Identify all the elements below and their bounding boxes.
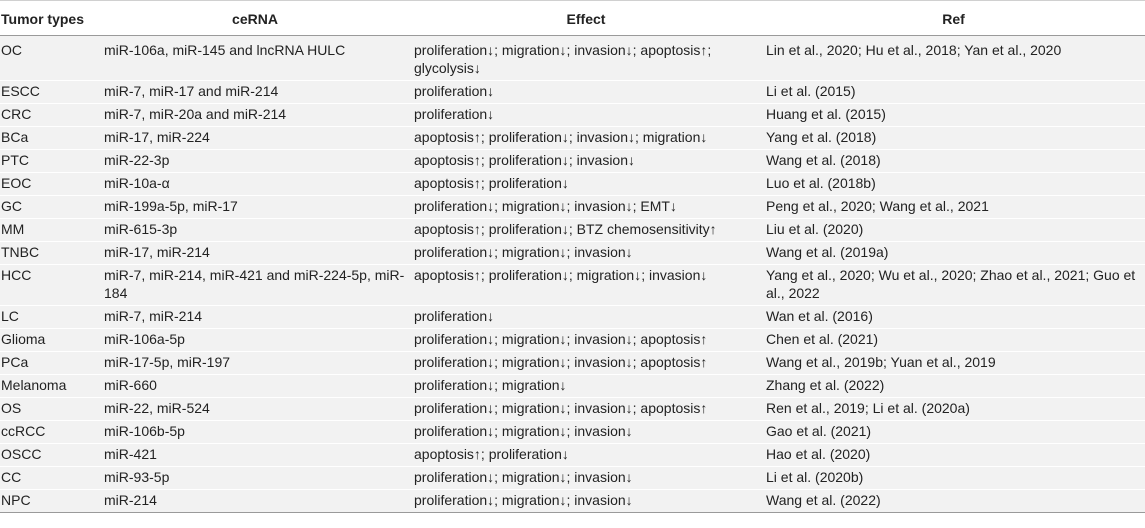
table-row bbox=[0, 490, 1145, 513]
cell-cerna: miR-7, miR-20a and miR-214 bbox=[100, 104, 410, 127]
cell-cerna: miR-660 bbox=[100, 375, 410, 398]
cell-effect: proliferation↓; migration↓; invasion↓; apoptosis↑ bbox=[410, 329, 762, 352]
cell-tumor-type: ESCC bbox=[0, 81, 100, 104]
cell-cerna: miR-17-5p, miR-197 bbox=[100, 352, 410, 375]
cell-cerna: miR-7, miR-17 and miR-214 bbox=[100, 81, 410, 104]
cell-ref: Wang et al. (2018) bbox=[762, 150, 1145, 173]
cell-effect: proliferation↓; migration↓; invasion↓; apoptosis↑ bbox=[410, 352, 762, 375]
cell-cerna: miR-106a-5p bbox=[100, 329, 410, 352]
cell-tumor-type: HCC bbox=[0, 265, 100, 306]
cell-cerna: miR-17, miR-214 bbox=[100, 242, 410, 265]
header-row bbox=[0, 1, 1145, 36]
table-row bbox=[0, 444, 1145, 467]
cell-tumor-type: OS bbox=[0, 398, 100, 421]
cell-ref: Ren et al., 2019; Li et al. (2020a) bbox=[762, 398, 1145, 421]
cell-cerna: miR-93-5p bbox=[100, 467, 410, 490]
cell-cerna: miR-106b-5p bbox=[100, 421, 410, 444]
cell-tumor-type: ccRCC bbox=[0, 421, 100, 444]
cell-tumor-type: PCa bbox=[0, 352, 100, 375]
cell-cerna: miR-7, miR-214 bbox=[100, 306, 410, 329]
cell-effect: apoptosis↑; proliferation↓ bbox=[410, 444, 762, 467]
cell-effect: proliferation↓; migration↓; invasion↓ bbox=[410, 490, 762, 513]
header-tumor-types: Tumor types bbox=[0, 1, 100, 36]
cell-effect: proliferation↓; migration↓; invasion↓ bbox=[410, 242, 762, 265]
cell-cerna: miR-214 bbox=[100, 490, 410, 513]
table-row bbox=[0, 81, 1145, 104]
table-row bbox=[0, 36, 1145, 81]
cell-ref: Zhang et al. (2022) bbox=[762, 375, 1145, 398]
cell-ref: Wan et al. (2016) bbox=[762, 306, 1145, 329]
table-row bbox=[0, 173, 1145, 196]
cell-tumor-type: MM bbox=[0, 219, 100, 242]
cell-ref: Yang et al., 2020; Wu et al., 2020; Zhao et al., 2021; Guo et al., 2022 bbox=[762, 265, 1145, 306]
cell-cerna: miR-17, miR-224 bbox=[100, 127, 410, 150]
cell-effect: proliferation↓; migration↓; invasion↓; apoptosis↑; glycolysis↓ bbox=[410, 36, 762, 81]
table-row bbox=[0, 398, 1145, 421]
table-row bbox=[0, 329, 1145, 352]
table-row bbox=[0, 352, 1145, 375]
cell-tumor-type: Melanoma bbox=[0, 375, 100, 398]
cell-effect: apoptosis↑; proliferation↓; invasion↓ bbox=[410, 150, 762, 173]
table-row bbox=[0, 375, 1145, 398]
cell-tumor-type: OC bbox=[0, 36, 100, 81]
cell-cerna: miR-106a, miR-145 and lncRNA HULC bbox=[100, 36, 410, 81]
table-row bbox=[0, 150, 1145, 173]
cell-cerna: miR-22, miR-524 bbox=[100, 398, 410, 421]
table-row bbox=[0, 306, 1145, 329]
table-row bbox=[0, 265, 1145, 306]
table-row bbox=[0, 104, 1145, 127]
cell-tumor-type: EOC bbox=[0, 173, 100, 196]
cell-effect: apoptosis↑; proliferation↓; migration↓; invasion↓ bbox=[410, 265, 762, 306]
cell-ref: Wang et al., 2019b; Yuan et al., 2019 bbox=[762, 352, 1145, 375]
cell-tumor-type: BCa bbox=[0, 127, 100, 150]
cell-effect: apoptosis↑; proliferation↓; BTZ chemosensitivity↑ bbox=[410, 219, 762, 242]
cell-ref: Gao et al. (2021) bbox=[762, 421, 1145, 444]
cell-tumor-type: CRC bbox=[0, 104, 100, 127]
cell-tumor-type: TNBC bbox=[0, 242, 100, 265]
cell-ref: Wang et al. (2022) bbox=[762, 490, 1145, 513]
cell-tumor-type: LC bbox=[0, 306, 100, 329]
cell-effect: proliferation↓; migration↓; invasion↓ bbox=[410, 467, 762, 490]
cell-ref: Luo et al. (2018b) bbox=[762, 173, 1145, 196]
cell-effect: proliferation↓ bbox=[410, 104, 762, 127]
cell-cerna: miR-10a-α bbox=[100, 173, 410, 196]
cell-tumor-type: PTC bbox=[0, 150, 100, 173]
cell-tumor-type: Glioma bbox=[0, 329, 100, 352]
cell-effect: apoptosis↑; proliferation↓ bbox=[410, 173, 762, 196]
cell-effect: apoptosis↑; proliferation↓; invasion↓; migration↓ bbox=[410, 127, 762, 150]
cell-cerna: miR-7, miR-214, miR-421 and miR-224-5p, miR-184 bbox=[100, 265, 410, 306]
header-effect: Effect bbox=[410, 1, 762, 36]
table-row bbox=[0, 421, 1145, 444]
cell-cerna: miR-615-3p bbox=[100, 219, 410, 242]
header-cerna: ceRNA bbox=[100, 1, 410, 36]
cell-tumor-type: GC bbox=[0, 196, 100, 219]
table-row bbox=[0, 219, 1145, 242]
cell-effect: proliferation↓; migration↓; invasion↓; EMT↓ bbox=[410, 196, 762, 219]
cell-tumor-type: CC bbox=[0, 467, 100, 490]
cell-effect: proliferation↓; migration↓; invasion↓ bbox=[410, 421, 762, 444]
cell-ref: Huang et al. (2015) bbox=[762, 104, 1145, 127]
cell-ref: Wang et al. (2019a) bbox=[762, 242, 1145, 265]
cell-ref: Hao et al. (2020) bbox=[762, 444, 1145, 467]
cell-ref: Lin et al., 2020; Hu et al., 2018; Yan et al., 2020 bbox=[762, 36, 1145, 81]
cell-effect: proliferation↓ bbox=[410, 81, 762, 104]
cell-effect: proliferation↓; migration↓ bbox=[410, 375, 762, 398]
cell-tumor-type: OSCC bbox=[0, 444, 100, 467]
table-row bbox=[0, 127, 1145, 150]
cell-effect: proliferation↓; migration↓; invasion↓; apoptosis↑ bbox=[410, 398, 762, 421]
cell-ref: Chen et al. (2021) bbox=[762, 329, 1145, 352]
cell-cerna: miR-199a-5p, miR-17 bbox=[100, 196, 410, 219]
cell-ref: Liu et al. (2020) bbox=[762, 219, 1145, 242]
cell-ref: Yang et al. (2018) bbox=[762, 127, 1145, 150]
cell-effect: proliferation↓ bbox=[410, 306, 762, 329]
cell-tumor-type: NPC bbox=[0, 490, 100, 513]
cell-ref: Peng et al., 2020; Wang et al., 2021 bbox=[762, 196, 1145, 219]
cell-cerna: miR-421 bbox=[100, 444, 410, 467]
cell-cerna: miR-22-3p bbox=[100, 150, 410, 173]
table-row bbox=[0, 467, 1145, 490]
cell-ref: Li et al. (2020b) bbox=[762, 467, 1145, 490]
header-ref: Ref bbox=[762, 1, 1145, 36]
table-row bbox=[0, 242, 1145, 265]
table-row bbox=[0, 196, 1145, 219]
cell-ref: Li et al. (2015) bbox=[762, 81, 1145, 104]
